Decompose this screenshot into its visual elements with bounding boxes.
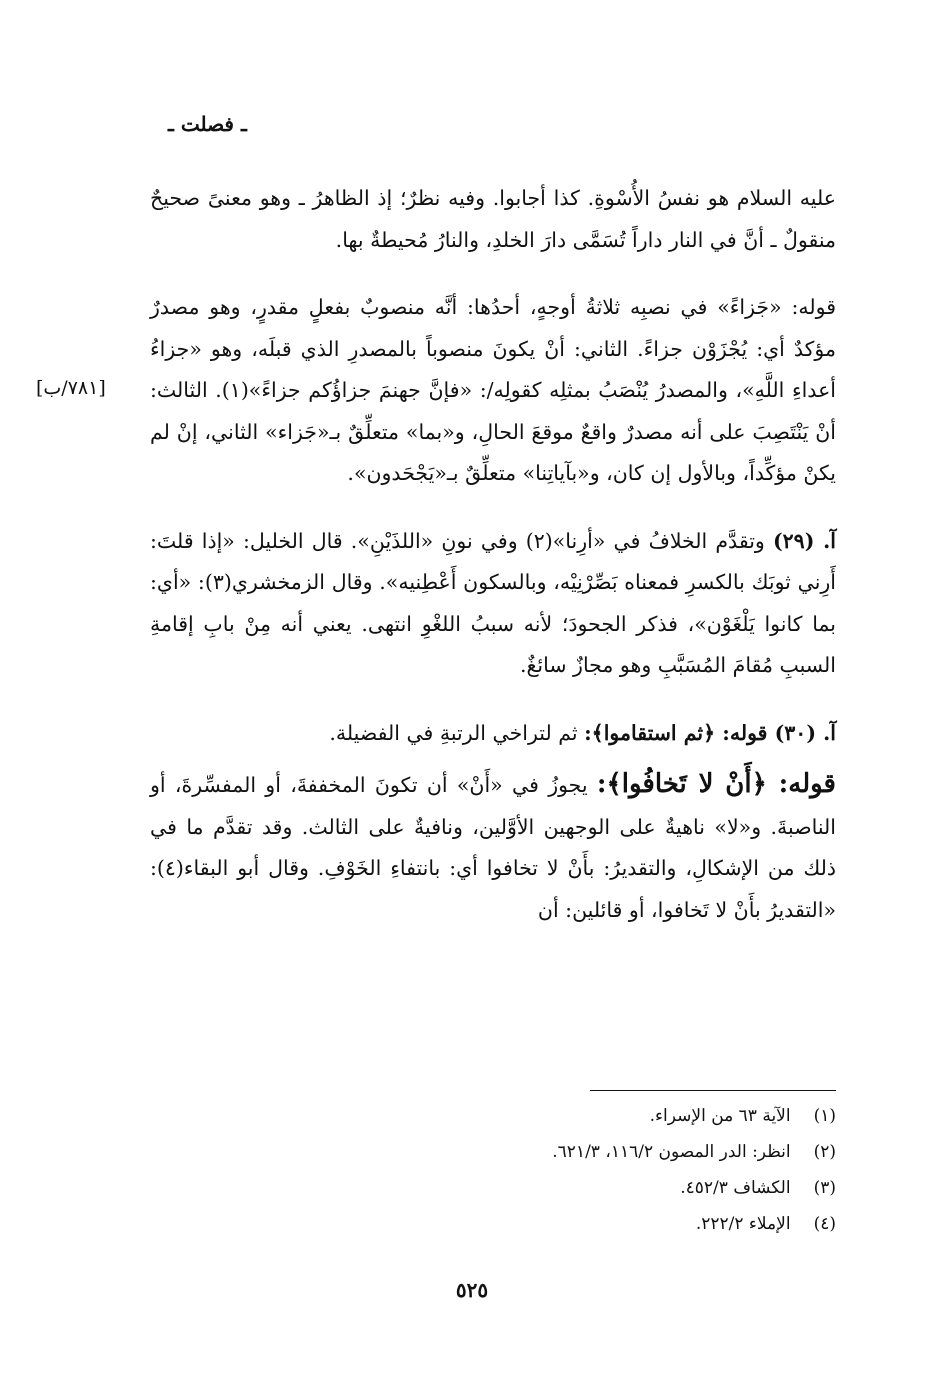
paragraph-2: قوله: «جَزاءً» في نصبِه ثلاثةُ أوجهٍ، أحدُها: أنَّه منصوبٌ بفعلٍ مقدرٍ، وهو مصدرٌ مؤكدٌ أي: يُجْزَوْن جزاءً. الثاني: أنْ يكونَ منصوباً بالمصدرِ الذي قبلَه، وهو «جزاءُ أعداءِ اللَّهِ»، والمصدرُ يُنْصَبُ بمثلِه كقولِه/: «فإنَّ جهنمَ جزاؤُكم جزاءً»(١). الثالث: أنْ يَنْتَصِبَ على أنه مصدرٌ واقعٌ موقعَ الحالِ، و«بما» متعلِّقٌ بـ«جَزاء» الثاني، إنْ لم يكنْ مؤكِّداً، وبالأول إن كان، و«بآياتِنا» متعلِّقٌ بـ«يَجْحَدون». [150, 295, 836, 485]
footnote-number: (٣) [813, 1178, 836, 1198]
paragraph-3 [150, 521, 836, 687]
verse-marker-29: آ. (٢٩) [772, 528, 836, 553]
footnote-text: انظر: الدر المصون ١١٦/٢، ٦٢١/٣. [552, 1142, 791, 1162]
footnote-text: الآية ٦٣ من الإسراء. [649, 1106, 791, 1126]
footnote-separator [590, 1090, 836, 1091]
paragraph-4-text: ثم لتراخي الرتبةِ في الفضيلة. [329, 720, 578, 745]
footnotes [300, 1098, 836, 1242]
footnote-3 [300, 1170, 836, 1206]
verse-marker-30: آ. (٣٠) قوله: ﴿ثم استقاموا﴾: [584, 720, 836, 745]
footnote-4 [300, 1206, 836, 1242]
main-text [150, 178, 836, 957]
paragraph-5 [150, 764, 836, 931]
paragraph-3-text: وتقدَّم الخلافُ في «أرِنا»(٢) وفي نونِ «اللذَيْنِ». قال الخليل: «إذا قلتَ: أَرِني ثوبَك بالكسرِ فمعناه بَصِّرْنِيْه، وبالسكون أَعْطِنيه». وقال الزمخشري(٣): «أي: بما كانوا يَلْغَوْن»، فذكر الجحودَ؛ لأنه سببُ اللغْوِ انتهى. يعني أنه مِنْ بابِ إقامةِ السببِ مُقامَ المُسَبَّبِ وهو مجازٌ سائغٌ. [150, 528, 836, 677]
footnote-number: (٢) [813, 1142, 836, 1162]
paragraph-1: عليه السلام هو نفسُ الأُسْوةِ. كذا أجابوا. وفيه نظرٌ؛ إذ الظاهرُ ـ وهو معنىً صحيحٌ منقولٌ ـ أنَّ في النار داراً تُسَمَّى دارَ الخلدِ، والنارُ مُحيطةٌ بها. [150, 186, 836, 252]
footnote-text: الإملاء ٢٢٢/٢. [695, 1214, 791, 1234]
running-header: ـ فصلت ـ [168, 112, 247, 136]
manuscript-folio-note: [٧٨١/ب] [36, 377, 106, 399]
footnote-2 [300, 1134, 836, 1170]
paragraph-5-text: يجوزُ في «أَنْ» أن تكونَ المخففةَ، أو المفسِّرةَ، أو الناصبةَ. و«لا» ناهيةٌ على الوجهين الأوَّلين، ونافيةٌ على الثالث. وقد تقدَّم ما في ذلك من الإشكالِ، والتقديرُ: بأَنْ لا تخافوا أي: بانتفاءِ الخَوْفِ. وقال أبو البقاء(٤): «التقديرُ بأَنْ لا تَخافوا، أو قائلين: أن [150, 773, 836, 922]
page-number: ٥٢٥ [455, 1278, 489, 1302]
footnote-text: الكشاف ٤٥٢/٣. [680, 1178, 791, 1198]
paragraph-4 [150, 713, 836, 755]
footnote-number: (٤) [813, 1214, 836, 1234]
footnote-number: (١) [813, 1106, 836, 1126]
quoted-verse-heading: قوله: ﴿أَنْ لا تَخافُوا﴾: [596, 769, 836, 799]
footnote-1 [300, 1098, 836, 1134]
